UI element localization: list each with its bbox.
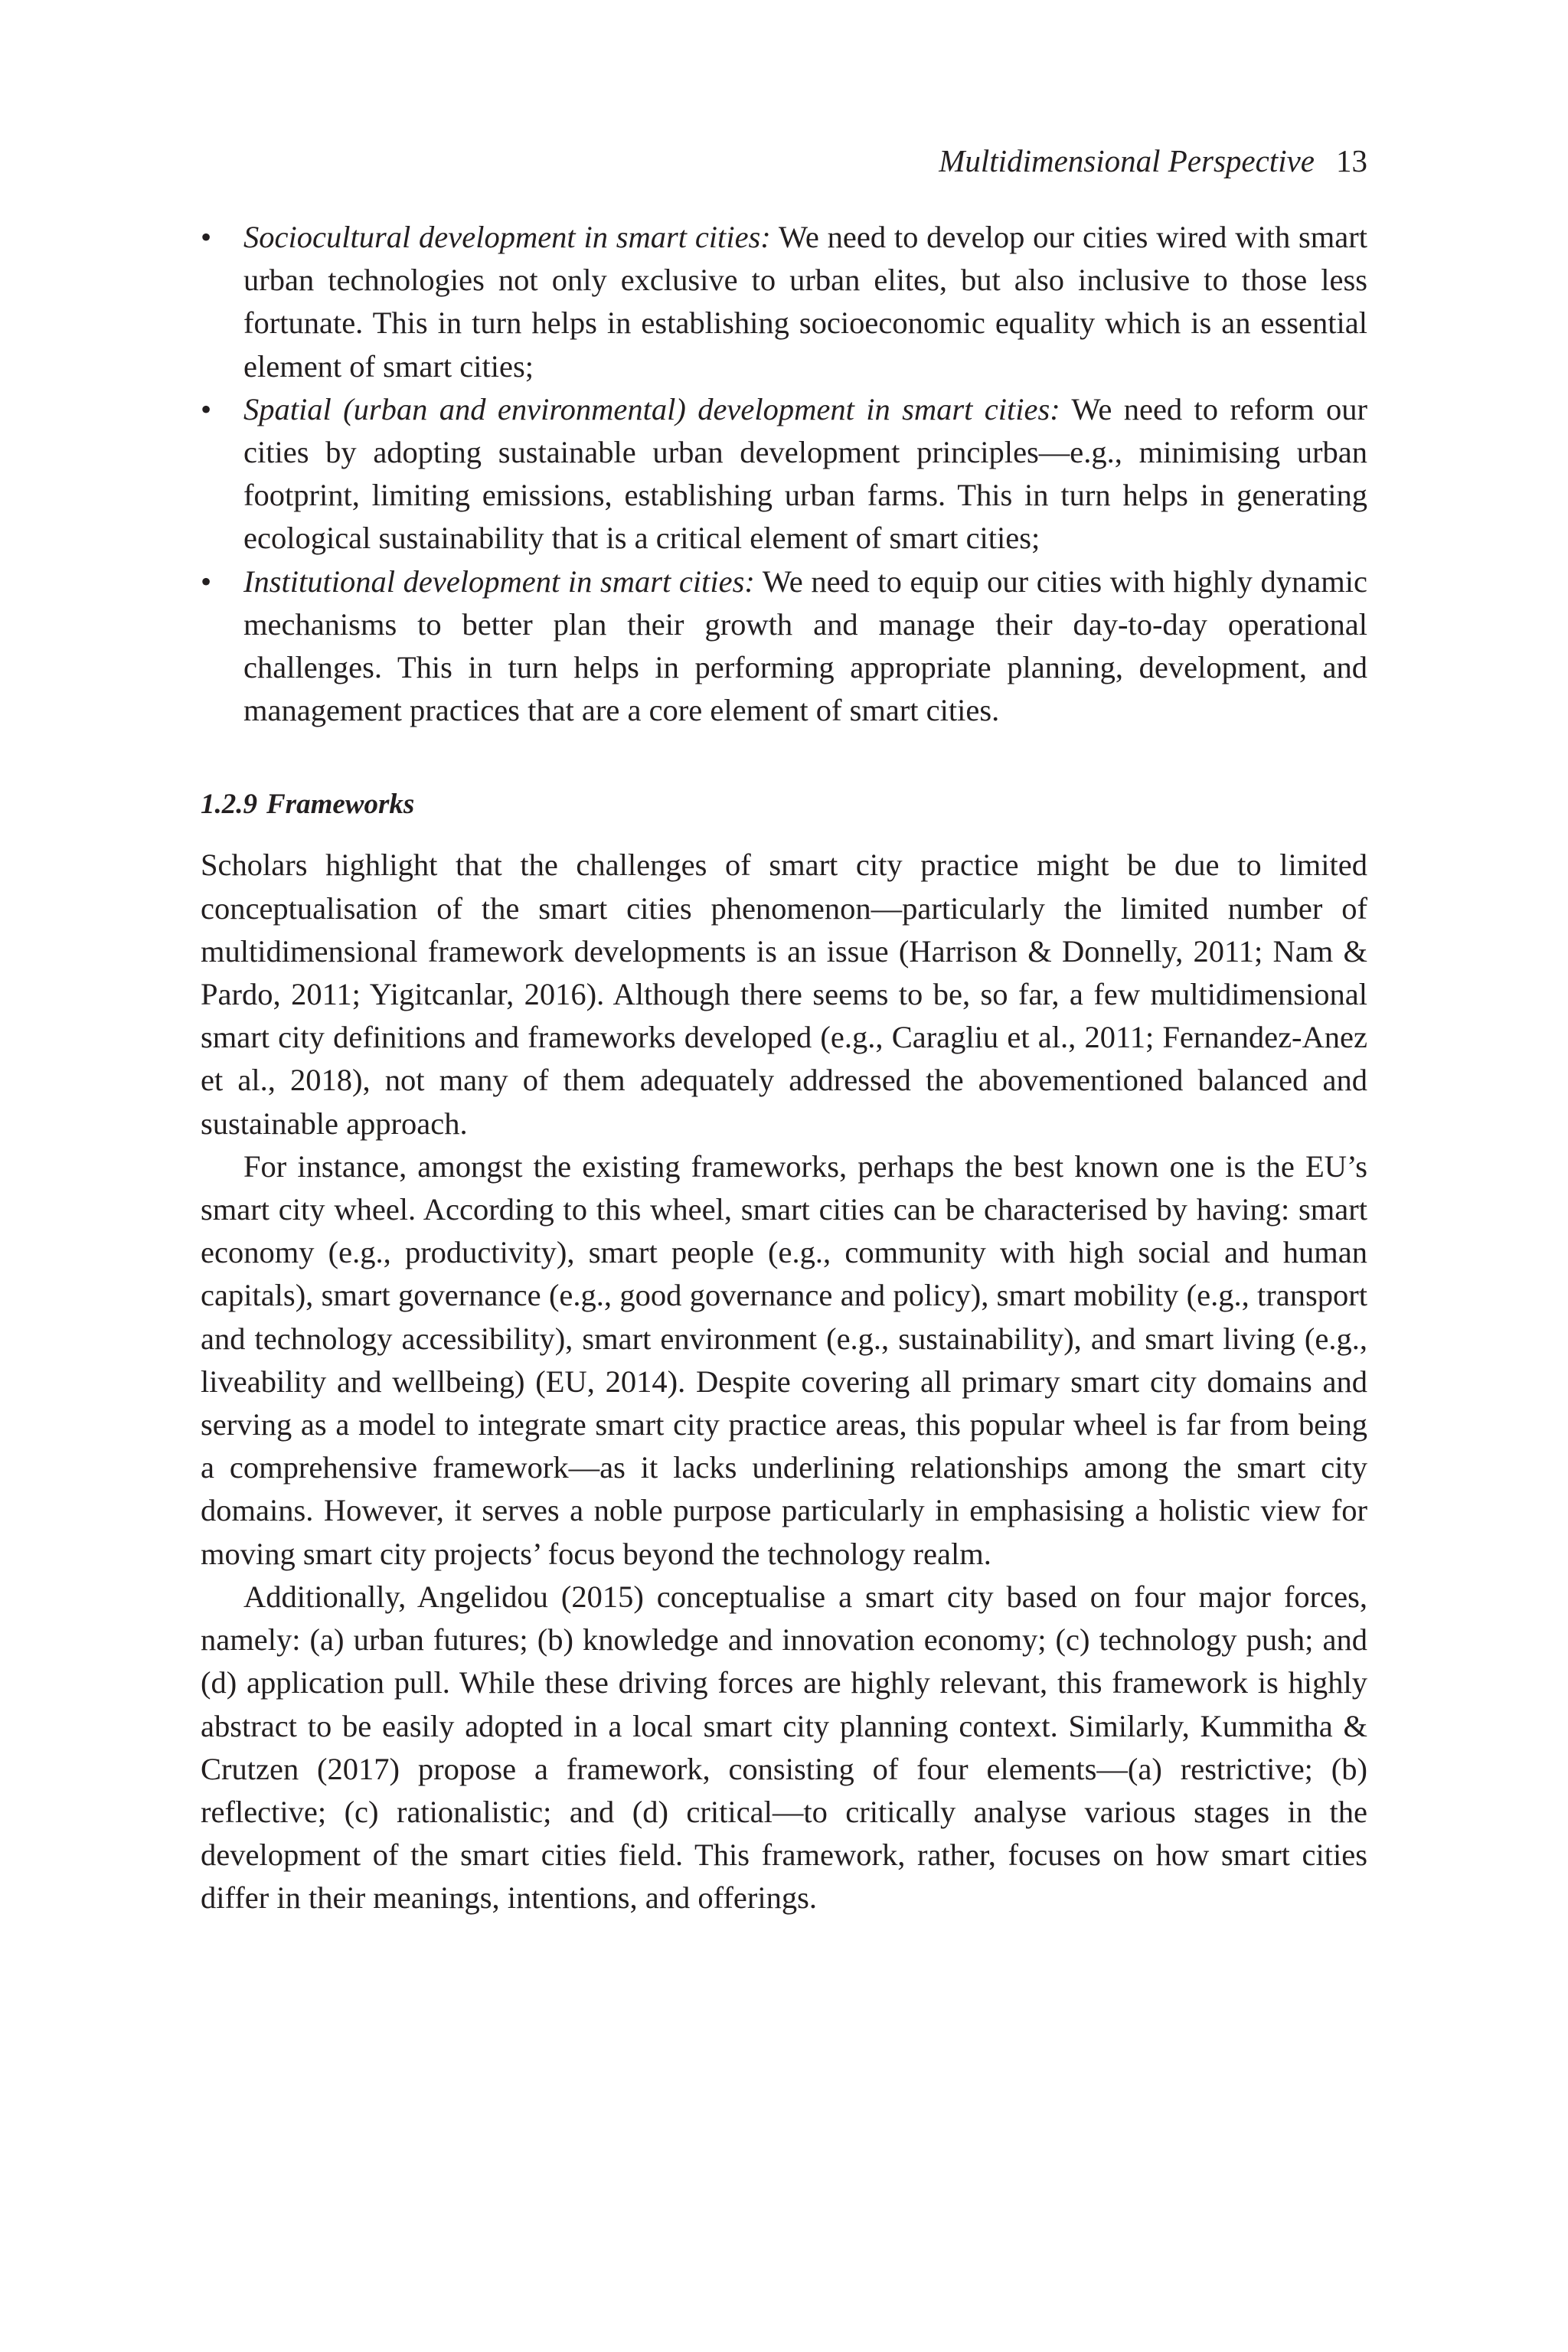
section-title: Frameworks: [266, 789, 415, 821]
bullet-list: [201, 216, 1367, 732]
page-number: 13: [1336, 143, 1367, 178]
bullet-text: We need to reform our cities by adopting sustainable urban development principles—e.g., minimising urban footprint, limiting emissions, establishing urban farms. This in turn helps in generating ecological sustainability that is a critical element of smart cities;: [243, 391, 1367, 556]
bullet-icon: •: [201, 391, 212, 426]
running-head-title: Multidimensional Perspective: [939, 143, 1315, 178]
bullet-item-spatial: [201, 388, 1367, 560]
section-number: 1.2.9: [201, 789, 257, 821]
bullet-icon: •: [201, 564, 212, 599]
bullet-text: We need to equip our cities with highly dynamic mechanisms to better plan their growth and manage their day-to-day operational challenges. This in turn helps in performing appropriate planning, development, and management practices that are a core element of smart cities.: [243, 564, 1367, 728]
bullet-lead: Sociocultural development in smart cities:: [243, 220, 771, 254]
running-head: [201, 142, 1367, 179]
book-page: [201, 142, 1367, 1920]
bullet-lead: Spatial (urban and environmental) development in smart cities:: [243, 391, 1060, 426]
body-paragraph-1: Scholars highlight that the challenges of smart city practice might be due to limited conceptualisation of the smart cities phenomenon—particularly the limited number of multidimensional framework developments is an issue (Harrison & Donnelly, 2011; Nam & Pardo, 2011; Yigitcanlar, 2016). Although there seems to be, so far, a few multidimensional smart city definitions and frameworks developed (e.g., Caragliu et al., 2011; Fernandez-Anez et al., 2018), not many of them adequately addressed the abovementioned balanced and sustainable approach.: [201, 848, 1367, 1141]
bullet-icon: •: [201, 220, 212, 254]
bullet-item-institutional: [201, 560, 1367, 733]
bullet-text: We need to develop our cities wired with smart urban technologies not only exclusive to urban elites, but also inclusive to those less fortunate. This in turn helps in establishing socioeconomic equality which is an essential element of smart cities;: [243, 220, 1368, 384]
bullet-lead: Institutional development in smart cities:: [243, 564, 755, 599]
bullet-item-sociocultural: [201, 216, 1367, 388]
section-heading: [201, 786, 1367, 824]
body-paragraph-2: For instance, amongst the existing frameworks, perhaps the best known one is the EU’s smart city wheel. According to this wheel, smart cities can be characterised by having: smart economy (e.g., productivity), smart people (e.g., community with high social and human capitals), smart governance (e.g., good governance and policy), smart mobility (e.g., transport and technology accessibility), smart environment (e.g., sustainability), and smart living (e.g., liveability and wellbeing) (EU, 2014). Despite covering all primary smart city domains and serving as a model to integrate smart city practice areas, this popular wheel is far from being a comprehensive framework—as it lacks underlining relationships among the smart city domains. However, it serves a noble purpose particularly in emphasising a holistic view for moving smart city projects’ focus beyond the technology realm.: [201, 1148, 1367, 1571]
body-paragraph-3: Additionally, Angelidou (2015) conceptualise a smart city based on four major forces, namely: (a) urban futures; (b) knowledge and innovation economy; (c) technology push; and (d) application pull. While these driving forces are highly relevant, this framework is highly abstract to be easily adopted in a local smart city planning context. Similarly, Kummitha & Crutzen (2017) propose a framework, consisting of four elements—(a) restrictive; (b) reflective; (c) rationalistic; and (d) critical—to critically analyse various stages in the development of the smart cities field. This framework, rather, focuses on how smart cities differ in their meanings, intentions, and offerings.: [201, 1579, 1367, 1916]
